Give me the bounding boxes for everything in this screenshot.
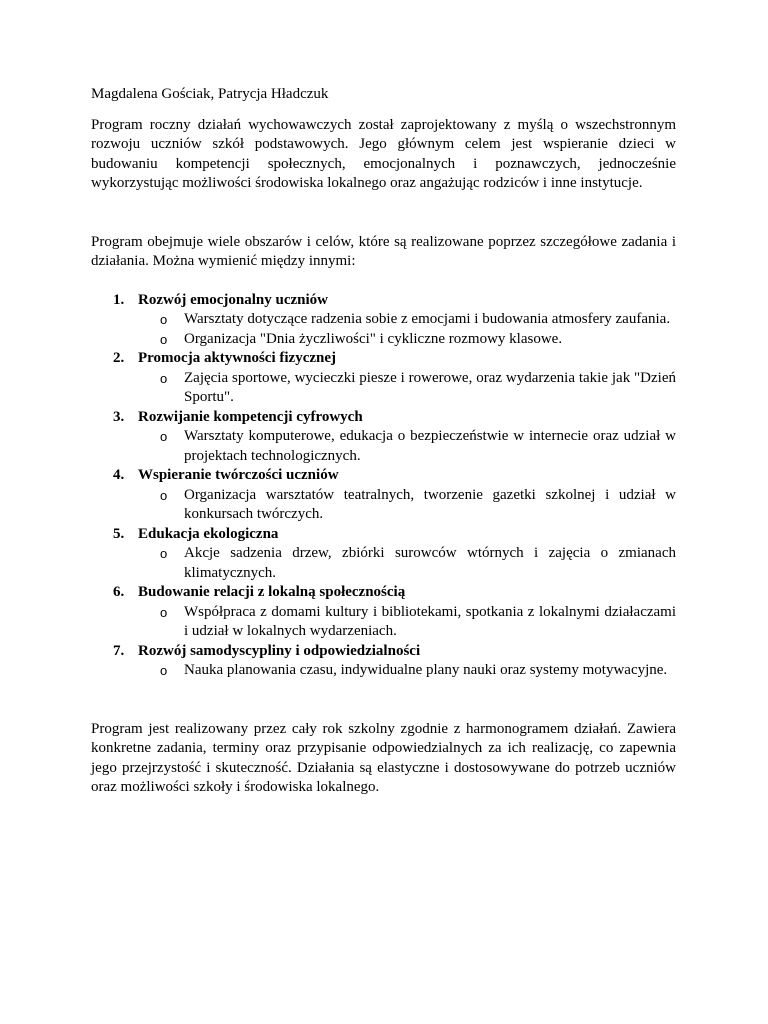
circle-bullet-icon: o xyxy=(160,429,168,444)
area-heading xyxy=(91,583,676,603)
area-item xyxy=(91,291,676,350)
area-number: 2. xyxy=(113,350,125,366)
authors-line: Magdalena Gościak, Patrycja Hładczuk xyxy=(91,86,329,102)
area-title: Edukacja ekologiczna xyxy=(138,525,279,542)
area-point xyxy=(91,603,676,642)
area-number: 1. xyxy=(113,291,125,308)
areas-list xyxy=(91,291,676,681)
area-point xyxy=(91,310,676,330)
area-number: 6. xyxy=(113,584,125,600)
area-item xyxy=(91,583,676,642)
area-point-text: Warsztaty dotyczące radzenia sobie z emocjami i budowania atmosfery zaufania. xyxy=(184,311,671,327)
area-title: Rozwój samodyscypliny i odpowiedzialności xyxy=(138,642,421,659)
area-points-list xyxy=(91,544,676,583)
areas-intro-paragraph: Program obejmuje wiele obszarów i celów, które są realizowane poprzez szczegółowe zadania i działania. Można wymienić między innymi: xyxy=(91,233,676,269)
area-point-text: Warsztaty komputerowe, edukacja o bezpieczeństwie w internecie oraz udział w projektach technologicznych. xyxy=(184,428,676,464)
area-point-text: Nauka planowania czasu, indywidualne plany nauki oraz systemy motywacyjne. xyxy=(184,662,668,678)
area-point-text: Akcje sadzenia drzew, zbiórki surowców wtórnych i zajęcia o zmianach klimatycznych. xyxy=(184,545,676,581)
circle-bullet-icon: o xyxy=(160,331,168,347)
area-number: 4. xyxy=(113,467,125,483)
area-point-text: Współpraca z domami kultury i bibliotekami, spotkania z lokalnymi działaczami i udział w lokalnych wydarzeniach. xyxy=(184,603,676,639)
area-item xyxy=(91,525,676,584)
area-item xyxy=(91,466,676,525)
circle-bullet-icon: o xyxy=(160,487,168,503)
circle-bullet-icon: o xyxy=(160,546,168,561)
area-title: Rozwój emocjonalny uczniów xyxy=(138,291,328,308)
area-title: Budowanie relacji z lokalną społecznością xyxy=(138,584,406,600)
area-points-list xyxy=(91,310,676,349)
area-title: Rozwijanie kompetencji cyfrowych xyxy=(138,408,363,425)
area-heading xyxy=(91,642,676,662)
area-heading xyxy=(91,466,676,486)
area-item xyxy=(91,642,676,681)
circle-bullet-icon: o xyxy=(160,312,168,327)
area-point xyxy=(91,486,676,525)
area-point-text: Zajęcia sportowe, wycieczki piesze i rowerowe, oraz wydarzenia takie jak "Dzień Sportu". xyxy=(184,369,676,405)
area-points-list xyxy=(91,486,676,525)
area-points-list xyxy=(91,661,676,681)
area-point xyxy=(91,544,676,583)
circle-bullet-icon: o xyxy=(160,663,168,678)
area-number: 7. xyxy=(113,642,125,659)
area-number: 5. xyxy=(113,525,125,542)
area-heading xyxy=(91,349,676,369)
area-number: 3. xyxy=(113,408,125,425)
area-point-text: Organizacja warsztatów teatralnych, tworzenie gazetki szkolnej i udział w konkursach twórczych. xyxy=(184,486,676,522)
area-point xyxy=(91,330,676,350)
area-title: Wspieranie twórczości uczniów xyxy=(138,467,339,483)
area-title: Promocja aktywności fizycznej xyxy=(138,350,337,366)
area-points-list xyxy=(91,427,676,466)
intro-paragraph: Program roczny działań wychowawczych został zaprojektowany z myślą o wszechstronnym rozwoju uczniów szkół podstawowych. Jego głównym celem jest wspieranie dzieci w budowaniu kompetencji społecznych, emocjonalnych i poznawczych, jednocześnie wykorzystując możliwości środowiska lokalnego oraz angażując rodziców i inne instytucje. xyxy=(91,116,676,191)
area-heading xyxy=(91,525,676,545)
area-heading xyxy=(91,408,676,428)
circle-bullet-icon: o xyxy=(160,370,168,386)
area-point xyxy=(91,427,676,466)
circle-bullet-icon: o xyxy=(160,604,168,620)
area-item xyxy=(91,349,676,408)
document-page xyxy=(91,85,676,798)
closing-paragraph: Program jest realizowany przez cały rok szkolny zgodnie z harmonogramem działań. Zawiera konkretne zadania, terminy oraz przypisanie odpowiedzialnych za ich realizację, co zapewnia jego przejrzystość i skuteczność. Działania są elastyczne i dostosowywane do potrzeb uczniów oraz możliwości szkoły i środowiska lokalnego. xyxy=(91,720,676,795)
area-point xyxy=(91,369,676,408)
area-points-list xyxy=(91,603,676,642)
area-heading xyxy=(91,291,676,311)
area-points-list xyxy=(91,369,676,408)
area-item xyxy=(91,408,676,467)
area-point xyxy=(91,661,676,681)
area-point-text: Organizacja "Dnia życzliwości" i cykliczne rozmowy klasowe. xyxy=(184,330,563,347)
